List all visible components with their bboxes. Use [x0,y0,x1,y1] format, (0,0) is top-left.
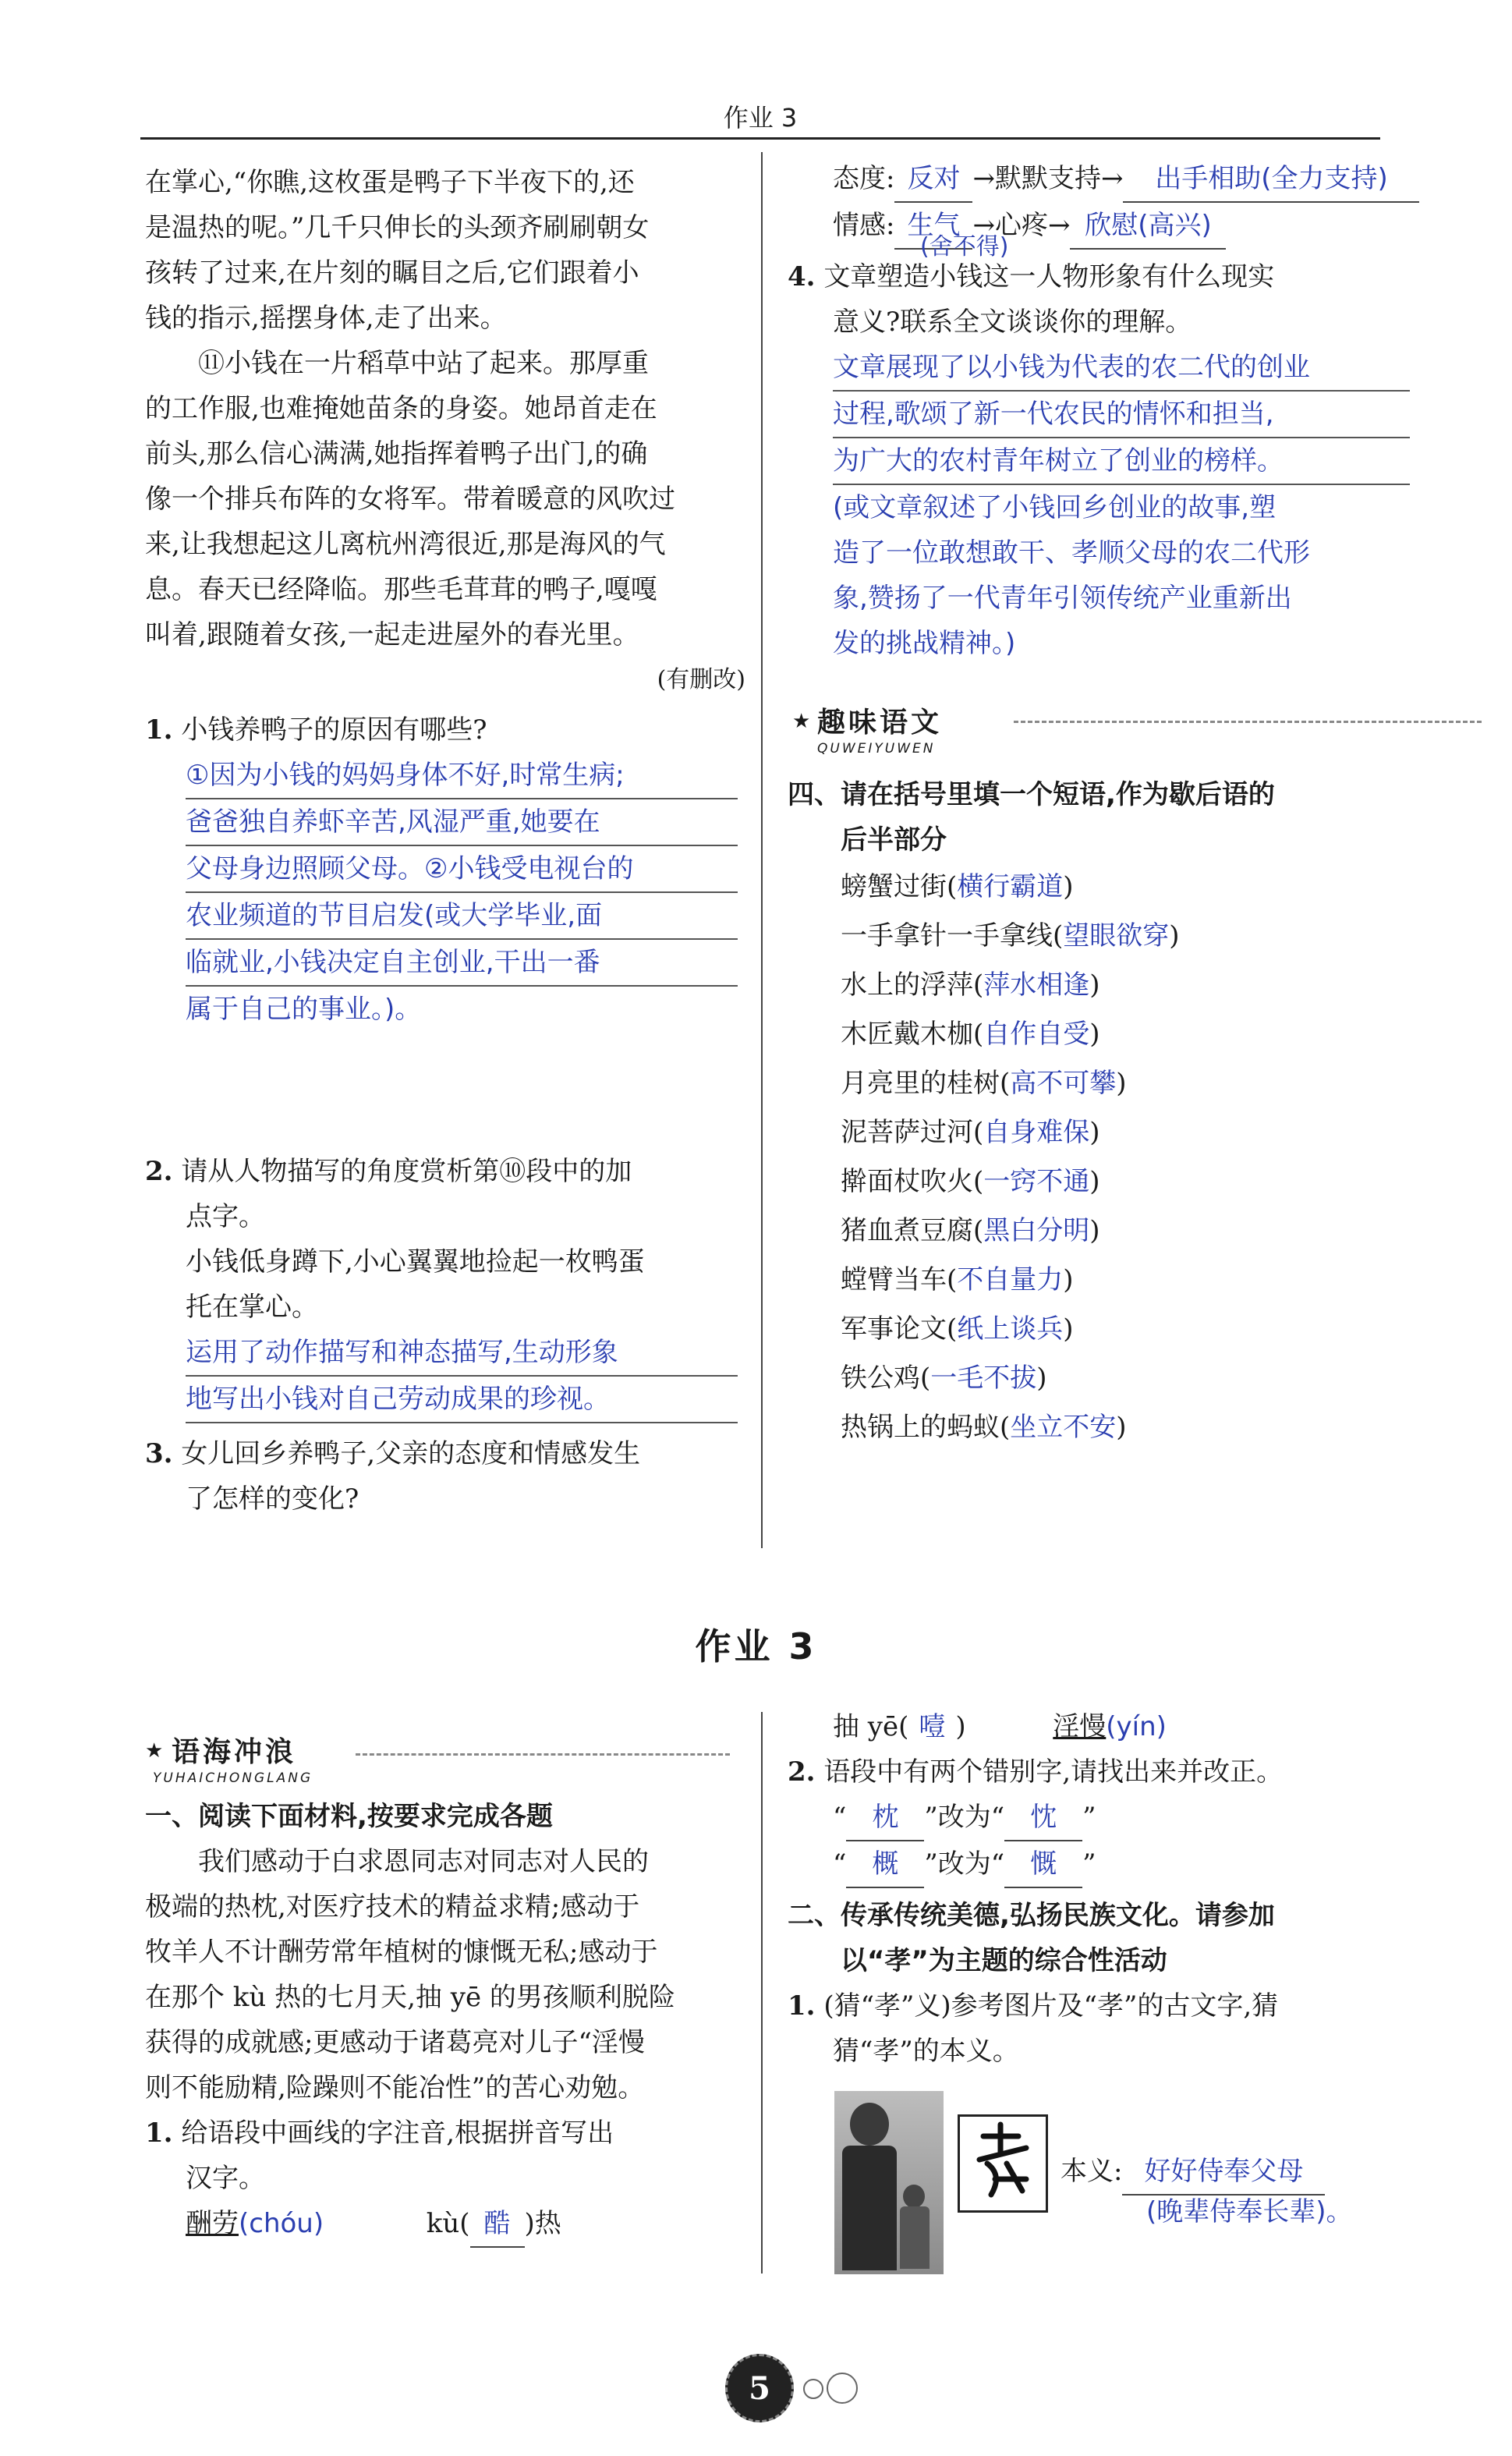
arrow-icon: → [972,163,995,194]
ancient-xiao-character [958,2114,1048,2213]
page-number: 5 [749,2370,770,2407]
passage-line: 钱的指示,摇摆身体,走了出来。 [145,303,507,334]
passage-line: 是温热的呢。”几千只伸长的头颈齐刷刷朝女 [145,212,650,243]
star-icon: ★ [145,1739,164,1763]
left-bottom-column [145,1716,745,2248]
answer-line: 农业频道的节目启发(或大学毕业,面 [186,893,738,940]
banner-title: 趣味语文 [817,707,943,739]
column-divider-top [761,152,763,1548]
wrong-char: 概 [846,1841,924,1888]
banner-dashed-rule [356,1753,730,1756]
word: 淫慢 [1053,1711,1107,1742]
idiom-answer: 坐立不安 [1010,1412,1117,1443]
question-text: (猜“孝”义)参考图片及“孝”的古文字,猜 [823,1990,1279,2022]
passage-line: 获得的成就感;更感动于诸葛亮对儿子“淫慢 [145,2027,645,2058]
question-text: 给语段中画线的字注音,根据拼音写出 [181,2118,614,2149]
banner-subtitle: YUHAICHONGLANG [153,1770,313,1786]
quote-line: 小钱低身蹲下,小心翼翼地捡起一枚鸭蛋 [186,1246,645,1278]
emotion-answer-1-alt: (舍不得) [920,233,1009,260]
attitude-answer-1: 反对 [894,156,972,203]
answer-line: 发的挑战精神。) [833,628,1016,659]
correct-char: 慨 [1004,1841,1082,1888]
section-4 [788,772,1489,1452]
question-number: 1. [788,1990,816,2022]
header-title: 作业 3 [723,103,798,133]
arrow-icon: → [972,210,995,241]
attitude-answer-2: 出手相助(全力支持) [1123,156,1419,203]
passage-line: 在那个 kù 热的七月天,抽 yē 的男孩顺利脱险 [145,1982,675,2013]
arrow-icon: → [1047,210,1071,241]
question-text: 猜“孝”的本义。 [833,2036,1019,2067]
question-3 [145,1431,745,1522]
banner-title: 语海冲浪 [172,1736,297,1768]
part1-title: 一、阅读下面材料,按要求完成各题 [145,1801,553,1832]
idiom-answer: 萍水相逢 [983,969,1090,1001]
answer-line: 过程,歌颂了新一代农民的情怀和担当, [833,392,1410,438]
correction-row: “ 枕 ”改为“ 忱 ” [788,1795,1489,1841]
part2-title: 二、传承传统美德,弘扬民族文化。请参加 [788,1900,1275,1931]
passage-line: 在掌心,“你瞧,这枚蛋是鸭子下半夜下的,还 [145,167,635,198]
passage-line: ⑪小钱在一片稻草中站了起来。那厚重 [198,348,649,379]
question-4 [788,254,1489,666]
question-1 [145,2110,745,2248]
section-title: 后半部分 [841,824,947,856]
meaning-answer: 好好侍奉父母 [1122,2149,1325,2196]
emotion-answer-1: 生气 [894,203,972,250]
passage-line: 像一个排兵布阵的女将军。带着暖意的风吹过 [145,484,675,515]
hanzi-answer: 噎 [919,1711,946,1742]
meaning-row [1061,2149,1325,2196]
answer-line: (或文章叙述了小钱回乡创业的故事,塑 [833,492,1277,523]
answer-line: ①因为小钱的妈妈身体不好,时常生病; [186,753,738,799]
question-text: 语段中有两个错别字,请找出来并改正。 [823,1756,1284,1788]
idiom-item: 擀面杖吹火(一窍不通) [841,1166,1100,1197]
idiom-answer: 自作自受 [983,1019,1090,1050]
question-number: 2. [145,1156,173,1187]
passage-line: 极端的热枕,对医疗技术的精益求精;感动于 [145,1891,640,1923]
question-number: 3. [145,1438,173,1469]
idiom-answer: 一毛不拔 [930,1363,1037,1394]
question-1 [145,707,745,1032]
pinyin-row: 抽 yē( 噎 ) 淫慢(yín) [788,1704,1489,1749]
pinyin-row: 酬劳(chóu) kù( 酷 )热 [145,2201,745,2248]
idiom-answer: 黑白分明 [983,1215,1090,1246]
passage-line: 牧羊人不计酬劳常年植树的慷慨无私;感动于 [145,1937,658,1968]
pinyin-answer: (chóu) [239,2208,324,2239]
pinyin-answer: (yín) [1106,1711,1167,1742]
part2-title: 以“孝”为主题的综合性活动 [841,1945,1167,1976]
source-note: (有删改) [657,666,745,693]
question-text: 女儿回乡养鸭子,父亲的态度和情感发生 [181,1438,641,1469]
question-text: 汉字。 [186,2163,265,2194]
correction-row: “ 概 ”改为“ 慨 ” [788,1841,1489,1888]
banner-subtitle: QUWEIYUWEN [817,741,936,757]
passage-line: 孩转了过来,在片刻的瞩目之后,它们跟着小 [145,257,639,289]
question-text: 小钱养鸭子的原因有哪些? [181,714,487,746]
hanzi-answer: 酷 [470,2201,525,2248]
question-number: 1. [145,2118,173,2149]
attitude-label: 态度: [833,163,895,194]
idiom-item: 一手拿针一手拿线(望眼欲穿) [841,920,1180,952]
banner-dashed-rule [1014,721,1482,723]
yuhai-banner [145,1716,745,1791]
quote-line: 托在掌心。 [186,1292,318,1323]
idiom-item: 水上的浮萍(萍水相逢) [841,969,1100,1001]
passage-line: 的工作服,也难掩她苗条的身姿。她昂首走在 [145,393,657,424]
idiom-answer: 横行霸道 [957,871,1064,902]
decor-circle-large [827,2373,858,2404]
question-text: 请从人物描写的角度赏析第⑩段中的加 [181,1156,632,1187]
idiom-item: 热锅上的蚂蚁(坐立不安) [841,1412,1127,1443]
section-title: 四、请在括号里填一个短语,作为歇后语的 [788,779,1275,810]
question-number: 1. [145,714,173,746]
answer-line: 运用了动作描写和神态描写,生动形象 [186,1330,738,1377]
meaning-label: 本义: [1061,2156,1123,2187]
correct-char: 忱 [1004,1795,1082,1841]
idiom-item: 猪血煮豆腐(黑白分明) [841,1215,1100,1246]
answer-line: 造了一位敢想敢干、孝顺父母的农二代形 [833,537,1310,569]
child-figure [903,2185,925,2208]
answer-line: 爸爸独自养虾辛苦,风湿严重,她要在 [186,799,738,846]
section-heading: 作业 3 [695,1625,817,1667]
elder-figure [850,2103,889,2146]
question-text: 了怎样的变化? [186,1483,359,1515]
idiom-item: 月亮里的桂树(高不可攀) [841,1068,1127,1099]
page-number-badge [725,2354,794,2422]
passage [145,160,745,657]
answer-line: 为广大的农村青年树立了创业的榜样。 [833,438,1410,485]
right-top-column [788,156,1489,1452]
attitude-middle: 默默支持 [994,163,1101,194]
question-number: 2. [788,1756,816,1788]
answer-line: 象,赞扬了一代青年引领传统产业重新出 [833,583,1292,614]
question-number: 4. [788,261,816,292]
question-xiao [788,1983,1489,2278]
column-divider-bottom [761,1712,763,2273]
idiom-item: 木匠戴木枷(自作自受) [841,1019,1100,1050]
xiao-glyph-icon [960,2117,1046,2210]
arrow-icon: → [1100,163,1124,194]
header-rule [140,137,1380,140]
idiom-item: 泥菩萨过河(自身难保) [841,1117,1100,1148]
emotion-middle: 心疼 [994,210,1048,241]
emotion-row [788,203,1489,260]
idiom-item: 螳臂当车(不自量力) [841,1264,1074,1295]
answer-line: 临就业,小钱决定自主创业,干出一番 [186,940,738,987]
answer-line: 文章展现了以小钱为代表的农二代的创业 [833,345,1410,392]
passage-line: 我们感动于白求恩同志对同志对人民的 [198,1846,649,1877]
left-top-column [145,160,745,1522]
emotion-label: 情感: [833,210,895,241]
child-body [900,2206,930,2269]
decor-circle-small [803,2379,823,2399]
meaning-answer-alt: (晚辈侍奉长辈)。 [1146,2196,1353,2227]
idiom-item: 军事论文(纸上谈兵) [841,1313,1074,1345]
answer-line: 父母身边照顾父母。②小钱受电视台的 [186,846,738,893]
wrong-char: 枕 [846,1795,924,1841]
passage-line: 叫着,跟随着女孩,一起走进屋外的春光里。 [145,619,639,650]
idiom-answer: 望眼欲穿 [1063,920,1170,952]
photo-elder-and-child [834,2091,944,2274]
right-bottom-column [788,1704,1489,2278]
idiom-answer: 高不可攀 [1010,1068,1117,1099]
fun-chinese-banner [788,697,1489,767]
question-text: 点字。 [186,1201,265,1232]
answer-line: 属于自己的事业。)。 [186,994,422,1025]
emotion-answer-2: 欣慰(高兴) [1070,203,1226,250]
attitude-row [788,156,1489,203]
idiom-answer: 自身难保 [983,1117,1090,1148]
elder-body [842,2146,897,2270]
idiom-item: 铁公鸡(一毛不拔) [841,1363,1047,1394]
idiom-answer: 不自量力 [957,1264,1064,1295]
question-2 [788,1749,1489,1888]
passage-line: 则不能励精,险躁则不能冶性”的苦心劝勉。 [145,2072,645,2103]
question-text: 意义?联系全文谈谈你的理解。 [833,307,1192,338]
idiom-item: 螃蟹过街(横行霸道) [841,871,1074,902]
question-2 [145,1149,745,1423]
star-icon: ★ [792,710,811,733]
word: 酬劳 [186,2208,239,2239]
idiom-answer: 一窍不通 [983,1166,1090,1197]
page-header [140,94,1380,140]
passage-line: 来,让我想起这儿离杭州湾很近,那是海风的气 [145,529,666,560]
answer-line: 地写出小钱对自己劳动成果的珍视。 [186,1377,738,1423]
passage-line: 息。春天已经降临。那些毛茸茸的鸭子,嘎嘎 [145,574,657,605]
question-text: 文章塑造小钱这一人物形象有什么现实 [823,261,1275,292]
passage-line: 前头,那么信心满满,她指挥着鸭子出门,的确 [145,438,648,470]
idiom-answer: 纸上谈兵 [957,1313,1064,1345]
